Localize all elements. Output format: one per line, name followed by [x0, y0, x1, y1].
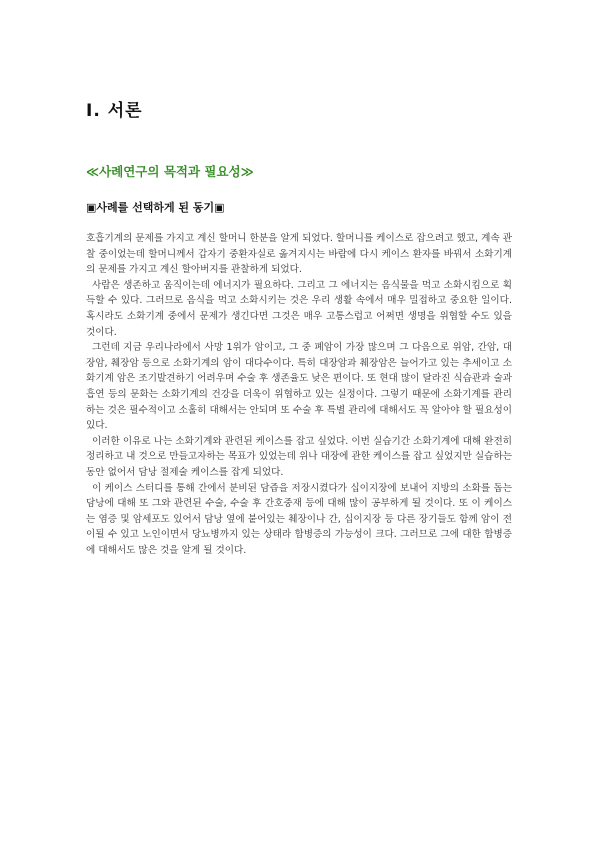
body-text: [86, 231, 512, 558]
subsection-title: ▣사례를 선택하게 된 동기▣: [86, 201, 225, 214]
section-title: ≪사례연구의 목적과 필요성≫: [86, 164, 254, 179]
paragraph: 이 케이스 스터디를 통해 간에서 분비된 담즙을 저장시켰다가 십이지장에 보내어 지방의 소화를 돕는 담낭에 대해 또 그와 관련된 수술, 수술 후 간호중재 등에 대해 많이 공부하게 될 것이다. 또 이 케이스는 염증 및 암세포도 있어서 담낭 옆에 붙어있는 췌장이나 간, 십이지장 등 다른 장기들도 함께 암이 전이될 수 있고 노인이면서 당뇨병까지 있는 상태라 합병증의 가능성이 크다. 그러므로 그에 대한 합병증에 대해서도 많은 것을 알게 될 것이다.: [86, 482, 512, 556]
paragraph: 사람은 생존하고 움직이는데 에너지가 필요하다. 그리고 그 에너지는 음식물을 먹고 소화시킴으로 획득할 수 있다. 그러므로 음식을 먹고 소화시키는 것은 우리 생활 속에서 매우 밀접하고 중요한 일이다. 혹시라도 소화기계 중에서 문제가 생긴다면 그것은 매우 고통스럽고 어쩌면 생명을 위협할 수도 있을 것이다.: [86, 279, 512, 338]
paragraph: 호흡기계의 문제를 가지고 계신 할머니 한분을 알게 되었다. 할머니를 케이스로 잡으려고 했고, 계속 관찰 중이었는데 할머니께서 갑자기 중환자실로 옮겨지시는 바람에 다시 케이스 환자를 바꿔서 소화기계의 문제를 가지고 계신 할아버지를 관찰하게 되었다.: [86, 233, 512, 276]
chapter-title: Ⅰ. 서론: [86, 101, 143, 121]
paragraph: 그런데 지금 우리나라에서 사망 1위가 암이고, 그 중 폐암이 가장 많으며 그 다음으로 위암, 간암, 대장암, 췌장암 등으로 소화기계의 암이 대다수이다. 특히 대장암과 췌장암은 늘어가고 있는 추세이고 소화기계 암은 조기발견하기 어려우며 수술 후 생존율도 낮은 편이다. 또 현대 많이 달라진 식습관과 술과 흡연 등의 문화는 소화기계의 건강을 더욱이 위협하고 있는 실정이다. 그렇기 때문에 소화기계를 관리하는 것은 필수적이고 소홀히 대해서는 안되며 또 수술 후 특별 관리에 대해서도 꼭 알아야 할 필요성이 있다.: [86, 342, 512, 432]
paragraph: 이러한 이유로 나는 소화기계와 관련된 케이스를 잡고 싶었다. 이번 실습기간 소화기계에 대해 완전히 정리하고 내 것으로 만들고자하는 목표가 있었는데 위나 대장에 관한 케이스를 잡고 싶었지만 실습하는 동안 없어서 담낭 절제술 케이스를 잡게 되었다.: [86, 435, 512, 478]
